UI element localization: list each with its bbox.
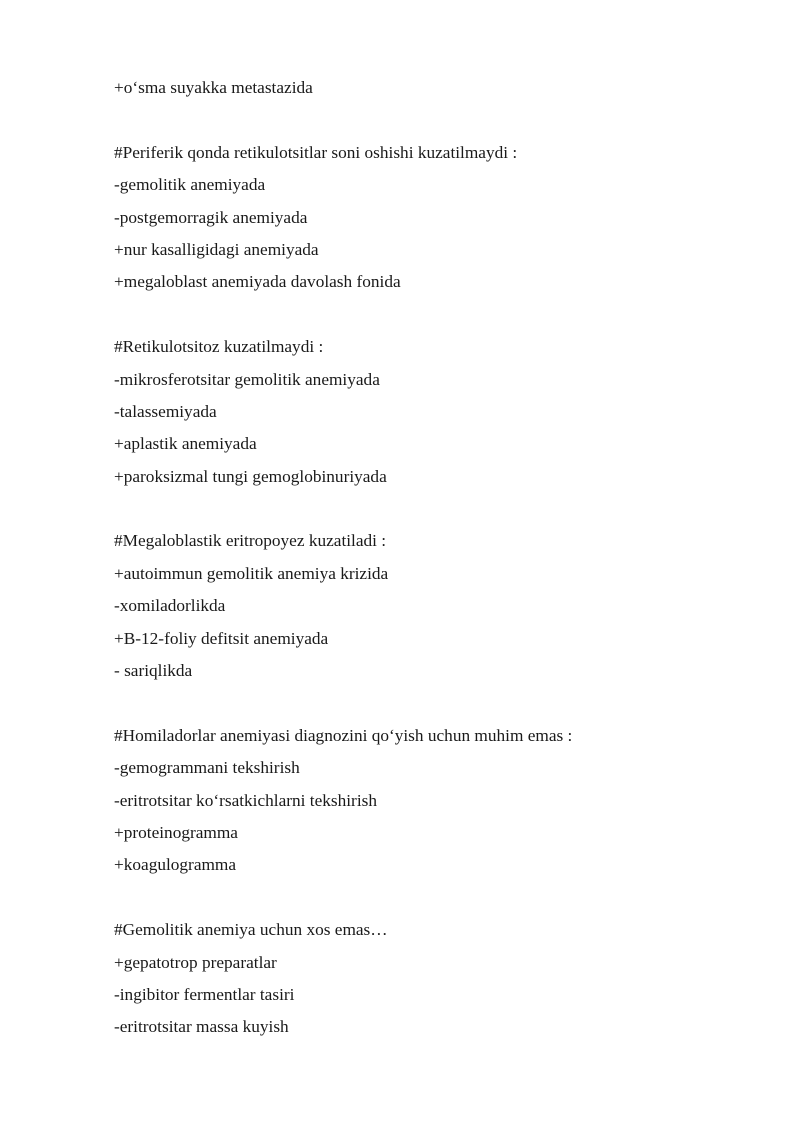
answer-option: +B-12-foliy defitsit anemiyada (114, 628, 329, 648)
answer-option: - sariqlikda (114, 661, 193, 681)
question-block (114, 720, 754, 882)
answer-option: +megaloblast anemiyada davolash fonida (114, 272, 401, 292)
question-block (114, 137, 754, 299)
question-block (114, 331, 754, 493)
question-text: #Gemolitik anemiya uchun xos emas… (114, 920, 388, 940)
spacer (114, 493, 754, 525)
answer-option: -gemogrammani tekshirish (114, 758, 300, 778)
answer-option: -ingibitor fermentlar tasiri (114, 984, 295, 1004)
answer-option: +koagulogramma (114, 855, 237, 875)
answer-option: -xomiladorlikda (114, 596, 226, 616)
answer-option: +gepatotrop preparatlar (114, 952, 277, 972)
question-text: #Megaloblastik eritropoyez kuzatiladi : (114, 531, 387, 551)
question-text: #Homiladorlar anemiyasi diagnozini qo‘yish uchun muhim emas : (114, 725, 573, 745)
spacer (114, 882, 754, 914)
answer-option: +paroksizmal tungi gemoglobinuriyada (114, 466, 387, 486)
lead-answer-line: +o‘sma suyakka metastazida (114, 78, 313, 97)
spacer (114, 104, 754, 136)
answer-option: -gemolitik anemiyada (114, 175, 266, 195)
answer-option: +autoimmun gemolitik anemiya krizida (114, 563, 389, 583)
spacer (114, 687, 754, 719)
answer-option: -eritrotsitar ko‘rsatkichlarni tekshirish (114, 790, 377, 810)
answer-option: -talassemiyada (114, 401, 217, 421)
question-text: #Retikulotsitoz kuzatilmaydi : (114, 337, 324, 357)
question-text: #Periferik qonda retikulotsitlar soni oshishi kuzatilmaydi : (114, 142, 518, 162)
answer-option: -mikrosferotsitar gemolitik anemiyada (114, 369, 380, 389)
answer-option: +aplastik anemiyada (114, 434, 257, 454)
question-block (114, 525, 754, 687)
answer-option: -postgemorragik anemiyada (114, 207, 308, 227)
document-page (114, 72, 754, 1044)
question-block (114, 914, 754, 1044)
spacer (114, 299, 754, 331)
answer-option: +nur kasalligidagi anemiyada (114, 239, 319, 259)
answer-option: +proteinogramma (114, 822, 238, 842)
answer-option: -eritrotsitar massa kuyish (114, 1017, 289, 1037)
